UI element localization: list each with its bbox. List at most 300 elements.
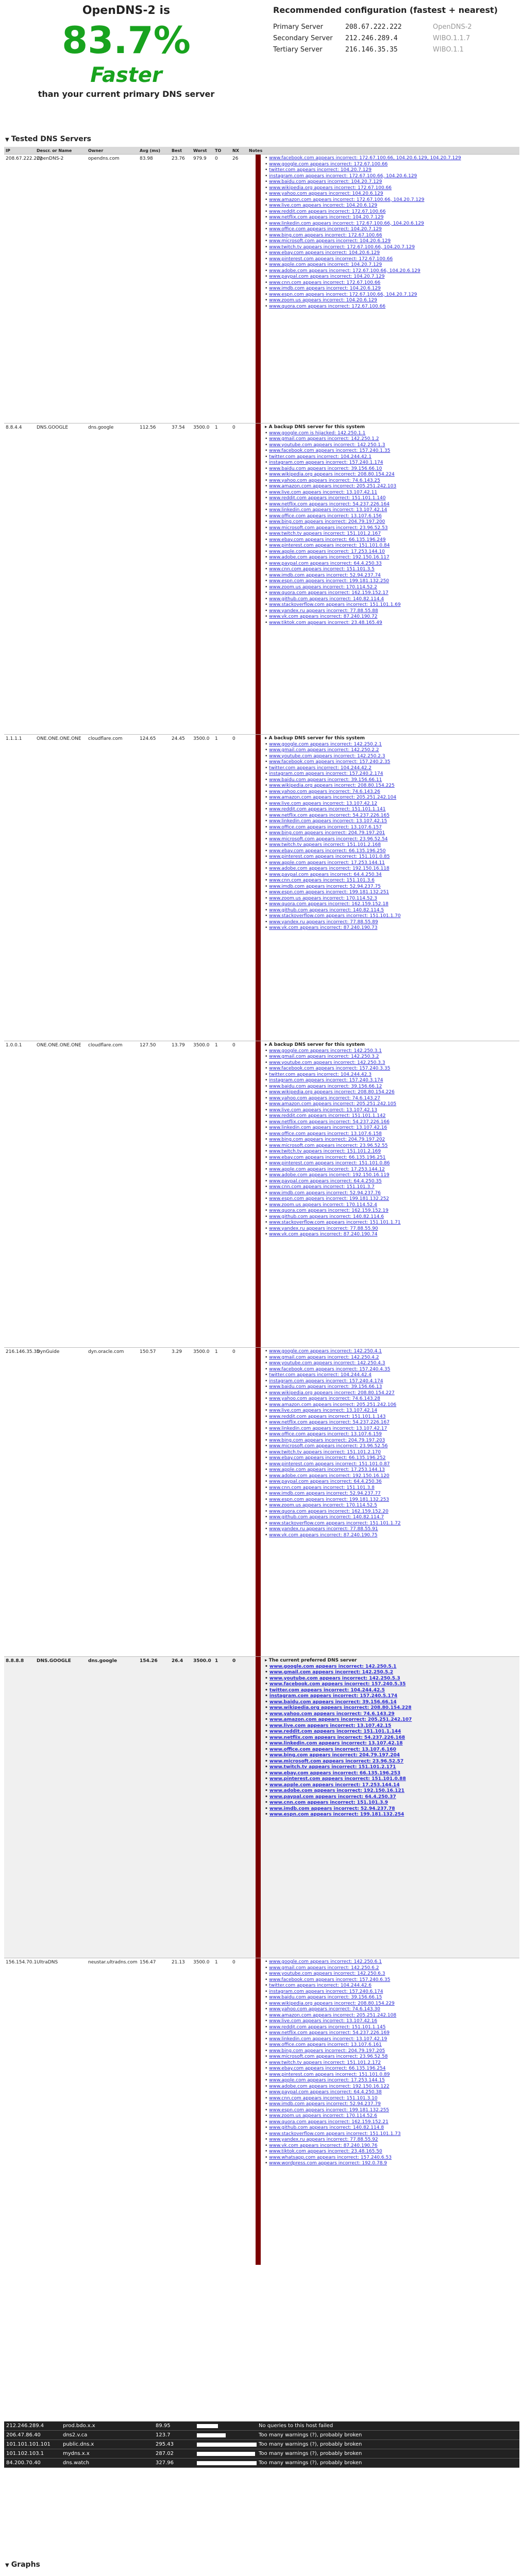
- note-line: [265, 1438, 517, 1444]
- note-line: [265, 1527, 517, 1533]
- hostname-link[interactable]: www.stackoverflow.com appears incorrect: 151.101.1.72: [269, 1520, 401, 1526]
- hostname-link[interactable]: www.espn.com appears incorrect: 199.181.132.252: [269, 1196, 390, 1201]
- hostname-link[interactable]: www.bing.com appears incorrect: 204.79.197.200: [269, 519, 385, 524]
- bullet-icon: •: [265, 1166, 269, 1172]
- hostname-link[interactable]: www.wikipedia.org appears incorrect: 208.80.154.224: [269, 472, 395, 477]
- hostname-link[interactable]: www.live.com appears incorrect: 13.107.42.12: [269, 801, 378, 806]
- hostname-link[interactable]: www.vk.com appears incorrect: 87.240.190.72: [269, 614, 378, 619]
- hostname-link[interactable]: www.netflix.com appears incorrect: 54.237.226.168: [269, 1735, 406, 1740]
- bullet-icon: •: [265, 454, 269, 460]
- hostname-link[interactable]: www.bing.com appears incorrect: 172.67.100.66: [269, 232, 382, 238]
- bullet-icon: •: [265, 262, 269, 267]
- secondary-server-row: [273, 32, 515, 44]
- hostname-link[interactable]: www.live.com appears incorrect: 104.20.6.129: [269, 203, 378, 208]
- hostname-link[interactable]: www.zoom.us appears incorrect: 170.114.52.4: [269, 1202, 377, 1208]
- status-marker: [256, 1657, 261, 1958]
- hostname-link[interactable]: www.youtube.com appears incorrect: 142.250.5.3: [269, 1675, 400, 1681]
- hostname-link[interactable]: www.yahoo.com appears incorrect: 74.6.143.25: [269, 478, 380, 483]
- bullet-icon: •: [265, 1989, 269, 1994]
- hostname-link[interactable]: www.bing.com appears incorrect: 204.79.197.203: [269, 1437, 385, 1443]
- hostname-link[interactable]: www.github.com appears incorrect: 140.82.114.6: [269, 1214, 384, 1219]
- hostname-link[interactable]: www.cnn.com appears incorrect: 172.67.100.66: [269, 280, 381, 285]
- hostname-link[interactable]: instagram.com appears incorrect: 172.67.100.66, 104.20.6.129: [269, 173, 417, 179]
- hostname-link[interactable]: instagram.com appears incorrect: 157.240.5.174: [269, 1693, 398, 1699]
- note-line: [265, 1408, 517, 1414]
- hostname-link[interactable]: www.imdb.com appears incorrect: 104.20.6.129: [269, 286, 381, 291]
- hostname-link[interactable]: www.facebook.com appears incorrect: 157.240.5.35: [269, 1682, 406, 1687]
- hostname-link[interactable]: www.apple.com appears incorrect: 17.253.144.13: [269, 1467, 385, 1472]
- hostname-link[interactable]: www.bing.com appears incorrect: 204.79.197.205: [269, 2048, 385, 2054]
- hostname-link[interactable]: www.pinterest.com appears incorrect: 172.67.100.66: [269, 256, 393, 262]
- hostname-link[interactable]: www.quora.com appears incorrect: 162.159.152.17: [269, 590, 389, 596]
- hostname-link[interactable]: www.twitch.tv appears incorrect: 151.101.2.170: [269, 1449, 381, 1455]
- hostname-link[interactable]: www.imdb.com appears incorrect: 52.94.237.78: [269, 1806, 395, 1811]
- hostname-link[interactable]: www.reddit.com appears incorrect: 151.101.1.145: [269, 2024, 386, 2030]
- note-line: [265, 1432, 517, 1438]
- hostname-link[interactable]: www.ebay.com appears incorrect: 66.135.196.254: [269, 2066, 386, 2071]
- hostname-link[interactable]: www.apple.com appears incorrect: 17.253.144.11: [269, 860, 385, 866]
- hostname-link[interactable]: www.microsoft.com appears incorrect: 23.96.52.55: [269, 1143, 388, 1148]
- bullet-icon: •: [265, 466, 269, 471]
- hostname-link[interactable]: www.cnn.com appears incorrect: 151.101.3.5: [269, 567, 375, 572]
- hostname-link[interactable]: www.baidu.com appears incorrect: 39.156.66.10: [269, 466, 382, 471]
- summary-note: Too many warnings (?), probably broken: [259, 2451, 362, 2456]
- hostname-link[interactable]: www.espn.com appears incorrect: 199.181.132.253: [269, 1497, 390, 1502]
- bullet-icon: •: [265, 872, 269, 877]
- hostname-link[interactable]: twitter.com appears incorrect: 104.244.42.1: [269, 454, 372, 460]
- hostname-link[interactable]: www.wikipedia.org appears incorrect: 208.80.154.226: [269, 1090, 395, 1095]
- hostname-link[interactable]: www.whatsapp.com appears incorrect: 157.240.6.53: [269, 2155, 392, 2160]
- hostname-link[interactable]: www.cnn.com appears incorrect: 151.101.3.10: [269, 2095, 378, 2101]
- hostname-link[interactable]: www.reddit.com appears incorrect: 172.67.100.66: [269, 209, 386, 214]
- hostname-link[interactable]: www.amazon.com appears incorrect: 205.251.242.104: [269, 795, 397, 800]
- server-owner: dns.google: [88, 1658, 117, 1664]
- hostname-link[interactable]: www.reddit.com appears incorrect: 151.101.1.143: [269, 1414, 386, 1419]
- hostname-link[interactable]: www.apple.com appears incorrect: 104.20.7.129: [269, 262, 382, 267]
- hostname-link[interactable]: www.twitch.tv appears incorrect: 151.101.2.167: [269, 531, 381, 536]
- bullet-icon: •: [265, 1699, 269, 1705]
- hostname-link[interactable]: www.office.com appears incorrect: 13.107.6.158: [269, 1131, 382, 1137]
- bullet-icon: •: [265, 925, 269, 930]
- hostname-link[interactable]: instagram.com appears incorrect: 157.240.6.174: [269, 1989, 383, 1994]
- hostname-link[interactable]: www.espn.com appears incorrect: 199.181.132.254: [269, 1812, 404, 1817]
- hostname-link[interactable]: www.youtube.com appears incorrect: 142.250.1.3: [269, 442, 385, 448]
- hostname-link[interactable]: www.youtube.com appears incorrect: 142.250.3.3: [269, 1060, 385, 1065]
- bullet-icon: •: [265, 1776, 269, 1782]
- hostname-link[interactable]: www.stackoverflow.com appears incorrect: 151.101.1.73: [269, 2131, 401, 2137]
- bullet-icon: •: [265, 561, 269, 566]
- hostname-link[interactable]: www.baidu.com appears incorrect: 39.156.66.15: [269, 1995, 382, 2000]
- hostname-link[interactable]: www.quora.com appears incorrect: 162.159.152.20: [269, 1509, 389, 1514]
- note-line: [265, 443, 517, 449]
- hostname-link[interactable]: www.baidu.com appears incorrect: 39.156.66.12: [269, 1083, 382, 1089]
- hostname-link[interactable]: www.cnn.com appears incorrect: 151.101.3.8: [269, 1485, 375, 1490]
- hostname-link[interactable]: instagram.com appears incorrect: 157.240.4.174: [269, 1378, 383, 1384]
- hostname-link[interactable]: www.adobe.com appears incorrect: 192.150.16.121: [269, 1788, 404, 1793]
- bullet-icon: •: [265, 1349, 269, 1354]
- hostname-link[interactable]: www.yandex.ru appears incorrect: 77.88.55.92: [269, 2137, 378, 2142]
- hostname-link[interactable]: www.microsoft.com appears incorrect: 23.96.52.54: [269, 836, 388, 842]
- note-line: [265, 1167, 517, 1173]
- hostname-link[interactable]: www.live.com appears incorrect: 13.107.42.14: [269, 1408, 378, 1413]
- hostname-link[interactable]: www.pinterest.com appears incorrect: 151.101.0.88: [269, 1776, 406, 1782]
- bullet-icon: •: [265, 1717, 269, 1722]
- hostname-link[interactable]: www.microsoft.com appears incorrect: 23.96.52.57: [269, 1758, 404, 1764]
- hostname-link[interactable]: www.amazon.com appears incorrect: 205.251.242.107: [269, 1717, 412, 1722]
- hostname-link[interactable]: www.wikipedia.org appears incorrect: 208.80.154.228: [269, 1705, 412, 1710]
- hostname-link[interactable]: www.facebook.com appears incorrect: 157.240.2.35: [269, 759, 391, 765]
- hostname-link[interactable]: www.linkedin.com appears incorrect: 172.67.100.66, 104.20.6.129: [269, 221, 424, 226]
- hostname-link[interactable]: www.office.com appears incorrect: 13.107.6.161: [269, 2042, 382, 2047]
- hostname-link[interactable]: twitter.com appears incorrect: 104.244.42.6: [269, 1983, 372, 1988]
- hostname-link[interactable]: www.cnn.com appears incorrect: 151.101.3.6: [269, 878, 375, 883]
- hostname-link[interactable]: www.ebay.com appears incorrect: 66.135.196.252: [269, 1455, 386, 1461]
- hostname-link[interactable]: www.wordpress.com appears incorrect: 192.0.78.9: [269, 2161, 387, 2166]
- server-owner: dyn.oracle.com: [88, 1349, 124, 1354]
- hostname-link[interactable]: www.zoom.us appears incorrect: 104.20.6.129: [269, 298, 377, 303]
- hostname-link[interactable]: www.netflix.com appears incorrect: 104.20.7.129: [269, 215, 384, 220]
- hostname-link[interactable]: www.yahoo.com appears incorrect: 74.6.143.28: [269, 1396, 380, 1401]
- hostname-link[interactable]: www.gmail.com appears incorrect: 142.250.1.2: [269, 436, 379, 442]
- hostname-link[interactable]: www.office.com appears incorrect: 13.107.6.157: [269, 824, 382, 830]
- hostname-link[interactable]: www.office.com appears incorrect: 104.20.7.129: [269, 227, 382, 232]
- hostname-link[interactable]: www.gmail.com appears incorrect: 142.250.3.2: [269, 1054, 379, 1059]
- hostname-link[interactable]: www.pinterest.com appears incorrect: 151.101.0.84: [269, 543, 390, 548]
- hostname-link[interactable]: www.google.com appears incorrect: 142.250.3.1: [269, 1048, 382, 1054]
- hostname-link[interactable]: www.microsoft.com appears incorrect: 23.96.52.56: [269, 1444, 388, 1449]
- note-line: [265, 1066, 517, 1072]
- note-line: [265, 549, 517, 555]
- hostname-link[interactable]: www.adobe.com appears incorrect: 192.150.16.118: [269, 866, 390, 871]
- hostname-link[interactable]: www.apple.com appears incorrect: 17.253.144.10: [269, 549, 385, 554]
- hostname-link[interactable]: www.yandex.ru appears incorrect: 77.88.55.88: [269, 608, 378, 614]
- hostname-link[interactable]: www.quora.com appears incorrect: 172.67.100.66: [269, 303, 386, 309]
- bullet-icon: •: [265, 907, 269, 913]
- hostname-link[interactable]: www.ebay.com appears incorrect: 104.20.6.129: [269, 250, 380, 256]
- bullet-icon: •: [265, 2036, 269, 2042]
- hostname-link[interactable]: www.wikipedia.org appears incorrect: 208.80.154.225: [269, 783, 395, 788]
- hostname-link[interactable]: twitter.com appears incorrect: 104.244.42.3: [269, 1072, 372, 1077]
- hostname-link[interactable]: www.imdb.com appears incorrect: 52.94.237.77: [269, 1491, 381, 1496]
- note-line: [265, 2066, 517, 2072]
- note-line: [265, 1735, 517, 1741]
- hostname-link[interactable]: www.office.com appears incorrect: 13.107.6.160: [269, 1747, 396, 1752]
- bullet-icon: •: [265, 489, 269, 495]
- hostname-link[interactable]: www.netflix.com appears incorrect: 54.237.226.165: [269, 812, 390, 818]
- hostname-link[interactable]: www.ebay.com appears incorrect: 66.135.196.249: [269, 537, 386, 543]
- hostname-link[interactable]: www.twitch.tv appears incorrect: 151.101.2.172: [269, 2060, 381, 2065]
- hostname-link[interactable]: www.wikipedia.org appears incorrect: 208.80.154.227: [269, 1390, 395, 1396]
- server-ip: 156.154.70.1: [6, 1960, 37, 1965]
- note-line: [265, 2054, 517, 2060]
- hostname-link[interactable]: www.yahoo.com appears incorrect: 74.6.143.27: [269, 1095, 380, 1101]
- hostname-link[interactable]: www.linkedin.com appears incorrect: 13.107.42.14: [269, 507, 387, 513]
- hostname-link[interactable]: www.microsoft.com appears incorrect: 104.20.6.129: [269, 239, 391, 244]
- note-line: [265, 519, 517, 526]
- col-best: Best: [172, 148, 182, 153]
- server-worst: 3500.0: [193, 1349, 210, 1354]
- note-line: [265, 1812, 517, 1818]
- hostname-link[interactable]: www.amazon.com appears incorrect: 205.251.242.103: [269, 484, 397, 489]
- bullet-icon: •: [265, 303, 269, 309]
- hostname-link[interactable]: www.netflix.com appears incorrect: 54.237.226.169: [269, 2030, 390, 2036]
- hostname-link[interactable]: www.pinterest.com appears incorrect: 151.101.0.85: [269, 854, 390, 859]
- tested-servers-header[interactable]: [5, 135, 91, 143]
- bullet-icon: •: [265, 1959, 269, 1964]
- note-line: [265, 597, 517, 603]
- bullet-icon: •: [265, 1361, 269, 1366]
- hostname-link[interactable]: www.gmail.com appears incorrect: 142.250.4.2: [269, 1354, 379, 1360]
- hostname-link[interactable]: www.pinterest.com appears incorrect: 151.101.0.89: [269, 2072, 390, 2077]
- hostname-link[interactable]: www.github.com appears incorrect: 140.82.114.8: [269, 2125, 384, 2130]
- hostname-link[interactable]: www.linkedin.com appears incorrect: 13.107.42.18: [269, 1741, 403, 1746]
- hostname-link[interactable]: www.netflix.com appears incorrect: 54.237.226.167: [269, 1420, 390, 1425]
- bullet-icon: •: [265, 197, 269, 202]
- bullet-icon: •: [265, 1408, 269, 1413]
- hostname-link[interactable]: www.imdb.com appears incorrect: 52.94.237.75: [269, 884, 381, 889]
- hostname-link[interactable]: www.facebook.com appears incorrect: 157.240.1.35: [269, 448, 391, 453]
- hostname-link[interactable]: www.netflix.com appears incorrect: 54.237.226.164: [269, 501, 390, 507]
- hostname-link[interactable]: www.youtube.com appears incorrect: 142.250.4.3: [269, 1361, 385, 1366]
- hostname-link[interactable]: www.youtube.com appears incorrect: 142.250.2.3: [269, 753, 385, 759]
- hostname-link[interactable]: www.stackoverflow.com appears incorrect: 151.101.1.71: [269, 1220, 401, 1225]
- summary-avg: 287.02: [156, 2451, 174, 2456]
- hostname-link[interactable]: instagram.com appears incorrect: 157.240.1.174: [269, 460, 383, 465]
- bullet-icon: •: [265, 1473, 269, 1479]
- hostname-link[interactable]: www.microsoft.com appears incorrect: 23.96.52.53: [269, 525, 388, 531]
- hostname-link[interactable]: www.adobe.com appears incorrect: 192.150.16.122: [269, 2083, 390, 2089]
- note-line: [265, 1131, 517, 1138]
- hostname-link[interactable]: www.baidu.com appears incorrect: 104.20.7.129: [269, 179, 382, 184]
- hostname-link[interactable]: www.facebook.com appears incorrect: 172.67.100.66, 104.20.6.129, 104.20.7.129: [269, 156, 461, 161]
- hostname-link[interactable]: www.quora.com appears incorrect: 162.159.152.18: [269, 902, 389, 907]
- hostname-link[interactable]: www.reddit.com appears incorrect: 151.101.1.140: [269, 496, 386, 501]
- hostname-link[interactable]: www.facebook.com appears incorrect: 157.240.4.35: [269, 1366, 391, 1372]
- reco-name: WIBO.1.1: [433, 45, 464, 54]
- reco-label: Primary Server: [273, 23, 323, 31]
- hostname-link[interactable]: www.espn.com appears incorrect: 199.181.132.251: [269, 890, 390, 895]
- hostname-link[interactable]: www.adobe.com appears incorrect: 172.67.100.66, 104.20.6.129: [269, 268, 420, 274]
- hostname-link[interactable]: www.pinterest.com appears incorrect: 151.101.0.86: [269, 1161, 390, 1166]
- bullet-icon: •: [265, 244, 269, 250]
- hostname-link[interactable]: www.quora.com appears incorrect: 162.159.152.19: [269, 1208, 389, 1213]
- hostname-link[interactable]: www.paypal.com appears incorrect: 64.4.250.36: [269, 1479, 382, 1484]
- hostname-link[interactable]: www.adobe.com appears incorrect: 192.150.16.119: [269, 1173, 390, 1178]
- hostname-link[interactable]: www.github.com appears incorrect: 140.82.114.7: [269, 1515, 384, 1520]
- hostname-link[interactable]: www.yahoo.com appears incorrect: 74.6.143.29: [269, 1711, 395, 1717]
- hostname-link[interactable]: www.adobe.com appears incorrect: 192.150.16.120: [269, 1473, 390, 1479]
- hostname-link[interactable]: www.bing.com appears incorrect: 204.79.197.202: [269, 1137, 385, 1142]
- hostname-link[interactable]: www.tiktok.com appears incorrect: 23.48.165.50: [269, 2149, 382, 2154]
- hostname-link[interactable]: www.gmail.com appears incorrect: 142.250.5.2: [269, 1670, 393, 1675]
- hostname-link[interactable]: www.stackoverflow.com appears incorrect: 151.101.1.70: [269, 913, 401, 919]
- hostname-link[interactable]: www.espn.com appears incorrect: 172.67.100.66, 104.20.7.129: [269, 292, 417, 297]
- bullet-icon: •: [265, 1060, 269, 1065]
- note-line: [265, 2048, 517, 2055]
- hostname-link[interactable]: twitter.com appears incorrect: 104.244.42.5: [269, 1687, 385, 1693]
- bullet-icon: •: [265, 878, 269, 883]
- note-line: [265, 1783, 517, 1789]
- note-line: [265, 274, 517, 280]
- hostname-link[interactable]: www.baidu.com appears incorrect: 39.156.66.11: [269, 777, 382, 783]
- hostname-link[interactable]: www.apple.com appears incorrect: 17.253.144.12: [269, 1166, 385, 1172]
- hostname-link[interactable]: www.office.com appears incorrect: 13.107.6.156: [269, 513, 382, 519]
- note-line: [265, 1391, 517, 1397]
- hostname-link[interactable]: www.cnn.com appears incorrect: 151.101.3.7: [269, 1184, 375, 1190]
- hostname-link[interactable]: www.imdb.com appears incorrect: 52.94.237.74: [269, 572, 381, 578]
- hostname-link[interactable]: www.microsoft.com appears incorrect: 23.96.52.58: [269, 2054, 388, 2059]
- hostname-link[interactable]: www.ebay.com appears incorrect: 66.135.196.253: [269, 1770, 401, 1776]
- hostname-link[interactable]: www.github.com appears incorrect: 140.82.114.5: [269, 907, 384, 913]
- hostname-link[interactable]: www.espn.com appears incorrect: 199.181.132.255: [269, 2107, 390, 2113]
- hostname-link[interactable]: www.live.com appears incorrect: 13.107.42.15: [269, 1723, 392, 1728]
- server-ip: 8.8.4.4: [6, 425, 22, 430]
- server-ip: 1.0.0.1: [6, 1043, 22, 1048]
- hostname-link[interactable]: www.gmail.com appears incorrect: 142.250.6.2: [269, 1965, 379, 1971]
- hostname-link[interactable]: www.paypal.com appears incorrect: 64.4.250.35: [269, 1178, 382, 1184]
- bullet-icon: •: [265, 1054, 269, 1059]
- hostname-link[interactable]: www.paypal.com appears incorrect: 64.4.250.38: [269, 2090, 382, 2095]
- hostname-link[interactable]: www.twitch.tv appears incorrect: 151.101.2.168: [269, 842, 381, 848]
- hostname-link[interactable]: www.yahoo.com appears incorrect: 74.6.143.30: [269, 2007, 380, 2012]
- note-line: [265, 1208, 517, 1214]
- hostname-link[interactable]: www.gmail.com appears incorrect: 142.250.2.2: [269, 748, 379, 753]
- hostname-link[interactable]: www.baidu.com appears incorrect: 39.156.66.13: [269, 1384, 382, 1389]
- hostname-link[interactable]: www.bing.com appears incorrect: 204.79.197.204: [269, 1753, 400, 1758]
- hostname-link[interactable]: www.stackoverflow.com appears incorrect: 151.101.1.69: [269, 602, 401, 607]
- hostname-link[interactable]: www.yahoo.com appears incorrect: 104.20.6.129: [269, 191, 383, 196]
- hostname-link[interactable]: www.google.com appears incorrect: 142.250.2.1: [269, 741, 382, 747]
- hostname-link[interactable]: www.linkedin.com appears incorrect: 13.107.42.16: [269, 1125, 387, 1130]
- hostname-link[interactable]: www.live.com appears incorrect: 13.107.42.11: [269, 489, 378, 495]
- hostname-link[interactable]: www.yandex.ru appears incorrect: 77.88.55.90: [269, 1226, 378, 1231]
- hostname-link[interactable]: www.wikipedia.org appears incorrect: 208.80.154.229: [269, 2001, 395, 2006]
- hostname-link[interactable]: www.vk.com appears incorrect: 87.240.190.76: [269, 2143, 378, 2148]
- hostname-link[interactable]: www.zoom.us appears incorrect: 170.114.52.6: [269, 2113, 377, 2119]
- summary-owner: public.dns.x: [63, 2442, 94, 2447]
- note-line: [265, 286, 517, 292]
- hostname-link[interactable]: www.office.com appears incorrect: 13.107.6.159: [269, 1432, 382, 1437]
- hostname-link[interactable]: www.apple.com appears incorrect: 17.253.144.14: [269, 1782, 400, 1788]
- note-header: ▸ The current preferred DNS server: [265, 1658, 357, 1663]
- hostname-link[interactable]: www.ebay.com appears incorrect: 66.135.196.250: [269, 848, 386, 854]
- server-best: 37.54: [172, 425, 185, 430]
- hostname-link[interactable]: www.pinterest.com appears incorrect: 151.101.0.87: [269, 1461, 390, 1467]
- hostname-link[interactable]: www.cnn.com appears incorrect: 151.101.3.9: [269, 1800, 389, 1805]
- hostname-link[interactable]: www.google.com appears incorrect: 142.250.5.1: [269, 1664, 397, 1669]
- hostname-link[interactable]: www.google.com appears incorrect: 142.250.4.1: [269, 1349, 382, 1354]
- hostname-link[interactable]: www.google.com appears incorrect: 172.67.100.66: [269, 161, 388, 167]
- hostname-link[interactable]: www.linkedin.com appears incorrect: 13.107.42.15: [269, 819, 387, 824]
- hostname-link[interactable]: www.paypal.com appears incorrect: 64.4.250.37: [269, 1794, 396, 1800]
- hostname-link[interactable]: www.imdb.com appears incorrect: 52.94.237.76: [269, 1190, 381, 1196]
- hostname-link[interactable]: www.google.com appears incorrect: 142.250.6.1: [269, 1959, 382, 1964]
- hostname-link[interactable]: www.amazon.com appears incorrect: 205.251.242.108: [269, 2012, 397, 2018]
- hostname-link[interactable]: twitter.com appears incorrect: 104.244.42.2: [269, 765, 372, 771]
- hostname-link[interactable]: www.vk.com appears incorrect: 87.240.190.73: [269, 925, 378, 930]
- hostname-link[interactable]: www.youtube.com appears incorrect: 142.250.6.3: [269, 1971, 385, 1976]
- hostname-link[interactable]: www.wikipedia.org appears incorrect: 172.67.100.66: [269, 185, 392, 191]
- bullet-icon: •: [265, 824, 269, 830]
- bullet-icon: •: [265, 209, 269, 214]
- hostname-link[interactable]: www.quora.com appears incorrect: 162.159.152.21: [269, 2119, 389, 2125]
- hostname-link[interactable]: www.yandex.ru appears incorrect: 77.88.55.91: [269, 1527, 378, 1532]
- hostname-link[interactable]: www.google.com is hijacked: 142.250.1.1: [269, 430, 366, 436]
- bullet-icon: •: [265, 759, 269, 765]
- hostname-link[interactable]: www.amazon.com appears incorrect: 172.67.100.66, 104.20.7.129: [269, 197, 425, 202]
- hostname-link[interactable]: www.facebook.com appears incorrect: 157.240.6.35: [269, 1977, 391, 1982]
- hostname-link[interactable]: www.bing.com appears incorrect: 204.79.197.201: [269, 831, 385, 836]
- hostname-link[interactable]: www.github.com appears incorrect: 140.82.114.4: [269, 596, 384, 602]
- hostname-link[interactable]: www.tiktok.com appears incorrect: 23.48.165.49: [269, 620, 382, 625]
- bullet-icon: •: [265, 1455, 269, 1461]
- hostname-link[interactable]: www.paypal.com appears incorrect: 64.4.250.34: [269, 872, 382, 877]
- hostname-link[interactable]: twitter.com appears incorrect: 104.244.42.4: [269, 1372, 372, 1378]
- note-line: [265, 227, 517, 233]
- bullet-icon: •: [265, 2001, 269, 2006]
- hostname-link[interactable]: www.ebay.com appears incorrect: 66.135.196.251: [269, 1155, 386, 1160]
- server-name: DNS.GOOGLE: [37, 1658, 71, 1664]
- hostname-link[interactable]: www.vk.com appears incorrect: 87.240.190.74: [269, 1232, 378, 1237]
- hostname-link[interactable]: www.amazon.com appears incorrect: 205.251.242.106: [269, 1402, 397, 1408]
- hostname-link[interactable]: www.apple.com appears incorrect: 17.253.144.15: [269, 2078, 385, 2083]
- hostname-link[interactable]: instagram.com appears incorrect: 157.240.2.174: [269, 771, 383, 776]
- hostname-link[interactable]: www.twitch.tv appears incorrect: 151.101.2.169: [269, 1149, 381, 1154]
- hostname-link[interactable]: www.twitch.tv appears incorrect: 151.101.2.171: [269, 1765, 396, 1770]
- hostname-link[interactable]: www.live.com appears incorrect: 13.107.42.16: [269, 2019, 378, 2024]
- hostname-link[interactable]: www.zoom.us appears incorrect: 170.114.52.2: [269, 584, 377, 590]
- hostname-link[interactable]: www.yandex.ru appears incorrect: 77.88.55.89: [269, 919, 378, 925]
- note-line: [265, 1467, 517, 1473]
- hostname-link[interactable]: www.zoom.us appears incorrect: 170.114.52.3: [269, 895, 377, 901]
- hostname-link[interactable]: www.facebook.com appears incorrect: 157.240.3.35: [269, 1066, 391, 1071]
- hostname-link[interactable]: www.linkedin.com appears incorrect: 13.107.42.19: [269, 2036, 387, 2042]
- server-nx: 0: [232, 1043, 235, 1048]
- note-line: [265, 849, 517, 855]
- hostname-link[interactable]: twitter.com appears incorrect: 104.20.7.129: [269, 167, 372, 173]
- hostname-link[interactable]: www.paypal.com appears incorrect: 104.20.7.129: [269, 274, 385, 279]
- hostname-link[interactable]: www.espn.com appears incorrect: 199.181.132.250: [269, 579, 390, 584]
- hostname-link[interactable]: instagram.com appears incorrect: 157.240.3.174: [269, 1078, 383, 1083]
- bullet-icon: •: [265, 866, 269, 871]
- hostname-link[interactable]: www.yahoo.com appears incorrect: 74.6.143.26: [269, 789, 380, 794]
- note-line: [265, 304, 517, 310]
- bullet-icon: •: [265, 2131, 269, 2137]
- graphs-header[interactable]: [5, 2561, 40, 2569]
- hostname-link[interactable]: www.netflix.com appears incorrect: 54.237.226.166: [269, 1119, 390, 1125]
- hostname-link[interactable]: www.amazon.com appears incorrect: 205.251.242.105: [269, 1101, 397, 1107]
- hostname-link[interactable]: www.paypal.com appears incorrect: 64.4.250.33: [269, 561, 382, 566]
- server-avg: 156.47: [140, 1960, 156, 1965]
- servers-table: [4, 147, 519, 2427]
- hostname-link[interactable]: www.adobe.com appears incorrect: 192.150.16.117: [269, 555, 390, 560]
- hostname-link[interactable]: www.baidu.com appears incorrect: 39.156.66.14: [269, 1699, 397, 1705]
- hostname-link[interactable]: www.reddit.com appears incorrect: 151.101.1.142: [269, 1113, 386, 1118]
- server-notes: [265, 425, 517, 626]
- server-best: 23.76: [172, 156, 185, 161]
- bullet-icon: •: [265, 1184, 269, 1190]
- server-row: [4, 1958, 519, 2265]
- hostname-link[interactable]: www.twitch.tv appears incorrect: 172.67.100.66, 104.20.7.129: [269, 244, 415, 250]
- note-line: [265, 590, 517, 597]
- hostname-link[interactable]: www.reddit.com appears incorrect: 151.101.1.144: [269, 1729, 401, 1734]
- hostname-link[interactable]: www.imdb.com appears incorrect: 52.94.237.79: [269, 2102, 381, 2107]
- hostname-link[interactable]: www.linkedin.com appears incorrect: 13.107.42.17: [269, 1426, 387, 1431]
- hostname-link[interactable]: www.vk.com appears incorrect: 87.240.190.75: [269, 1532, 378, 1538]
- hostname-link[interactable]: www.reddit.com appears incorrect: 151.101.1.141: [269, 807, 386, 812]
- hostname-link[interactable]: www.live.com appears incorrect: 13.107.42.13: [269, 1107, 378, 1113]
- hostname-link[interactable]: www.zoom.us appears incorrect: 170.114.52.5: [269, 1503, 377, 1508]
